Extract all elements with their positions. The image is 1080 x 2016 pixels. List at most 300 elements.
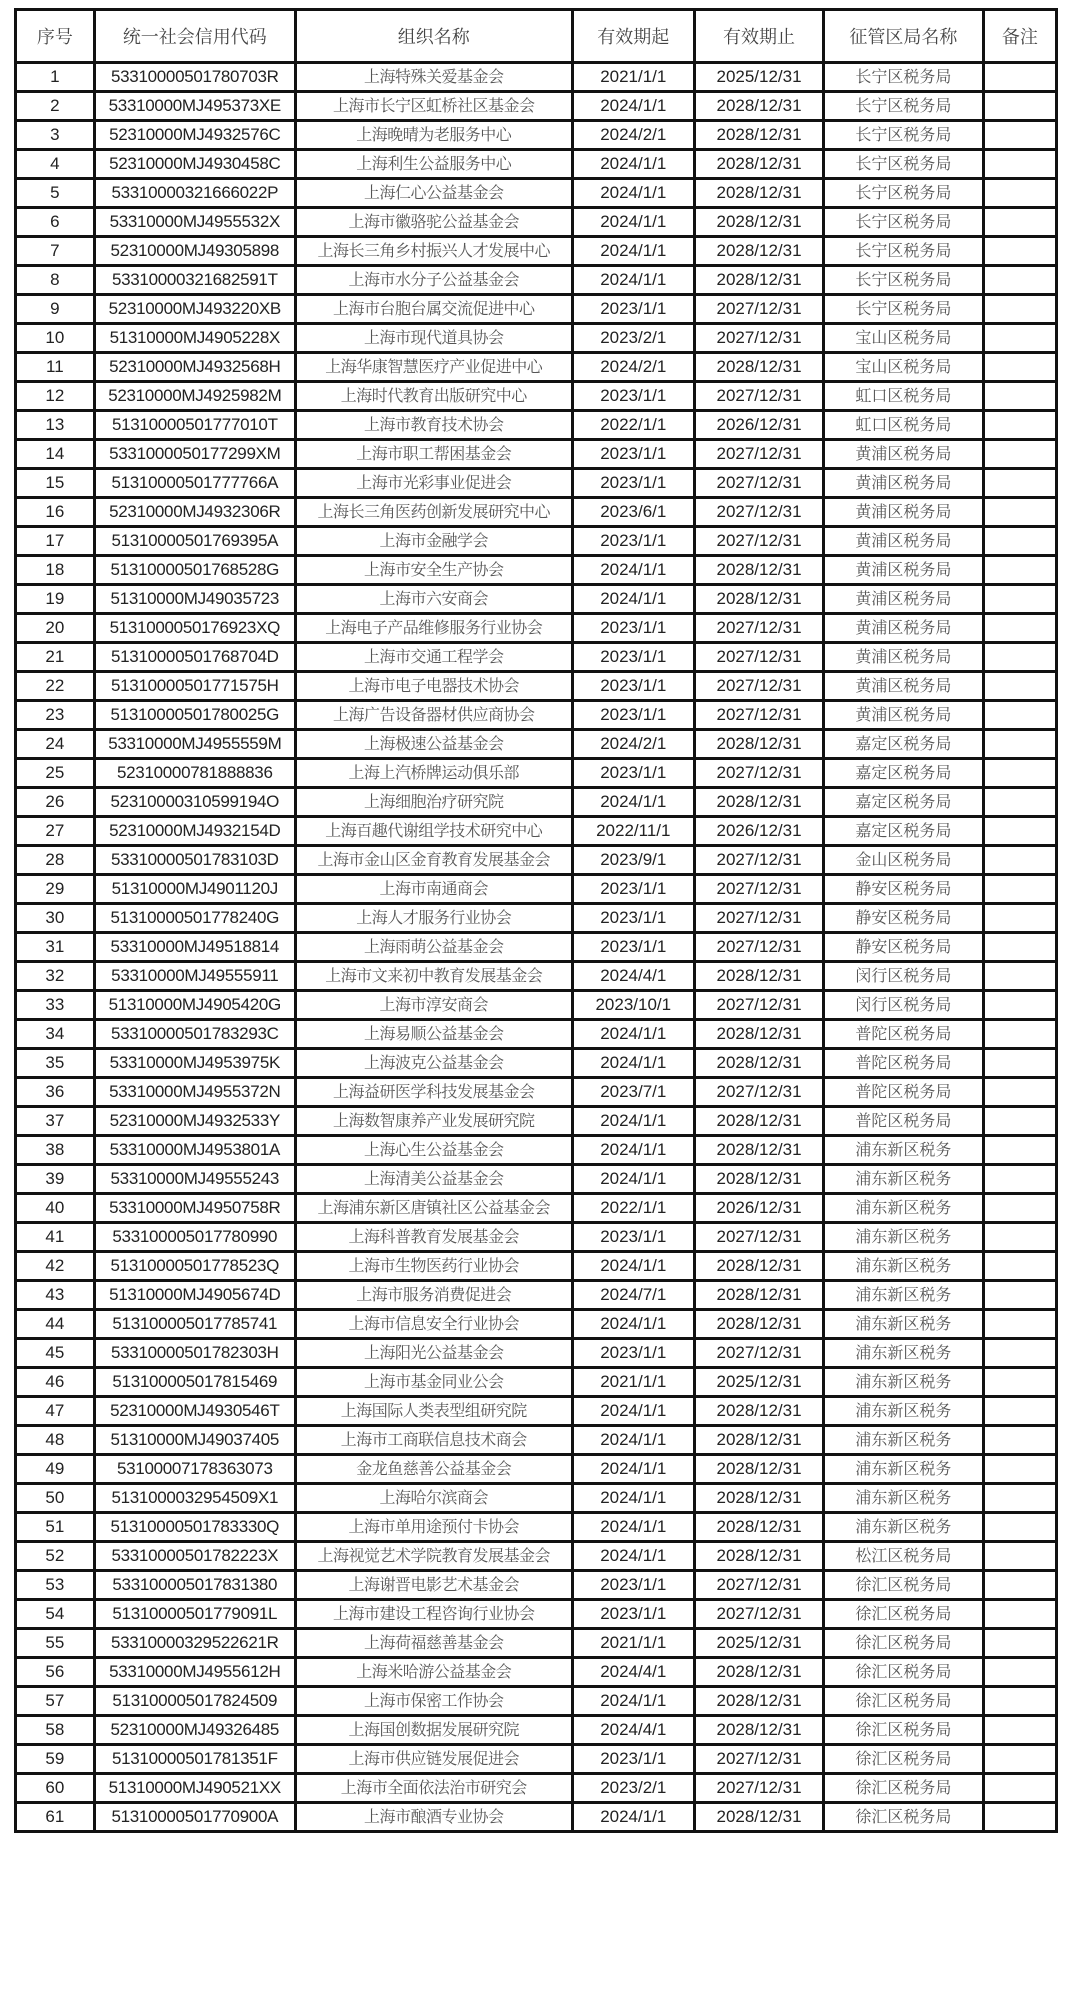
row-org-name: 上海市保密工作协会 [295,1687,572,1716]
row-seq: 60 [16,1774,95,1803]
row-seq: 11 [16,353,95,382]
header-seq: 序号 [16,10,95,63]
row-valid-from: 2024/4/1 [572,1716,694,1745]
row-valid-to: 2028/12/31 [695,266,824,295]
row-valid-from: 2021/1/1 [572,63,694,92]
row-org-name: 上海细胞治疗研究院 [295,788,572,817]
row-credit-code: 51310000501771575H [94,672,295,701]
row-org-name: 上海市酿酒专业协会 [295,1803,572,1832]
table-row [16,788,1057,817]
row-remarks [983,933,1056,962]
row-valid-from: 2024/1/1 [572,1687,694,1716]
row-tax-office: 长宁区税务局 [824,150,984,179]
row-remarks [983,1107,1056,1136]
row-org-name: 上海市建设工程咨询行业协会 [295,1600,572,1629]
row-remarks [983,1600,1056,1629]
row-credit-code: 53310000MJ4955612H [94,1658,295,1687]
table-row [16,1774,1057,1803]
row-seq: 27 [16,817,95,846]
row-remarks [983,1571,1056,1600]
row-org-name: 上海时代教育出版研究中心 [295,382,572,411]
row-tax-office: 黄浦区税务局 [824,585,984,614]
row-org-name: 上海市电子电器技术协会 [295,672,572,701]
table-row [16,1397,1057,1426]
row-org-name: 上海晚晴为老服务中心 [295,121,572,150]
row-credit-code: 52310000MJ49326485 [94,1716,295,1745]
row-credit-code: 53310000501782303H [94,1339,295,1368]
row-remarks [983,817,1056,846]
row-valid-to: 2028/12/31 [695,1484,824,1513]
row-remarks [983,324,1056,353]
row-valid-from: 2024/1/1 [572,1107,694,1136]
row-seq: 57 [16,1687,95,1716]
row-valid-from: 2023/1/1 [572,933,694,962]
row-valid-from: 2024/1/1 [572,1513,694,1542]
row-valid-to: 2027/12/31 [695,1223,824,1252]
row-valid-to: 2026/12/31 [695,411,824,440]
row-remarks [983,788,1056,817]
row-valid-to: 2028/12/31 [695,208,824,237]
row-valid-from: 2023/1/1 [572,875,694,904]
row-seq: 39 [16,1165,95,1194]
table-row [16,614,1057,643]
row-remarks [983,1020,1056,1049]
row-tax-office: 长宁区税务局 [824,237,984,266]
row-credit-code: 51310000501768528G [94,556,295,585]
table-row [16,962,1057,991]
row-remarks [983,1310,1056,1339]
table-row [16,382,1057,411]
row-valid-to: 2027/12/31 [695,1745,824,1774]
row-credit-code: 51310000501778240G [94,904,295,933]
row-tax-office: 普陀区税务局 [824,1020,984,1049]
row-remarks [983,208,1056,237]
row-tax-office: 松江区税务局 [824,1542,984,1571]
row-remarks [983,585,1056,614]
row-tax-office: 嘉定区税务局 [824,788,984,817]
row-tax-office: 闵行区税务局 [824,962,984,991]
row-valid-to: 2028/12/31 [695,92,824,121]
row-seq: 38 [16,1136,95,1165]
row-valid-from: 2023/1/1 [572,440,694,469]
row-tax-office: 浦东新区税务 [824,1513,984,1542]
table-row [16,1716,1057,1745]
row-tax-office: 黄浦区税务局 [824,527,984,556]
row-valid-from: 2024/1/1 [572,585,694,614]
table-row [16,1629,1057,1658]
row-org-name: 上海哈尔滨商会 [295,1484,572,1513]
row-valid-from: 2023/1/1 [572,1339,694,1368]
row-remarks [983,237,1056,266]
row-credit-code: 52310000MJ4930458C [94,150,295,179]
row-seq: 10 [16,324,95,353]
table-row [16,1426,1057,1455]
row-valid-to: 2028/12/31 [695,1426,824,1455]
row-valid-from: 2023/1/1 [572,469,694,498]
row-remarks [983,1455,1056,1484]
row-credit-code: 53310000MJ4953975K [94,1049,295,1078]
row-remarks [983,179,1056,208]
header-row [16,10,1057,63]
row-seq: 14 [16,440,95,469]
row-seq: 19 [16,585,95,614]
row-tax-office: 黄浦区税务局 [824,498,984,527]
row-seq: 20 [16,614,95,643]
row-valid-to: 2027/12/31 [695,469,824,498]
row-valid-from: 2024/1/1 [572,788,694,817]
row-valid-from: 2023/1/1 [572,527,694,556]
row-valid-from: 2023/9/1 [572,846,694,875]
row-credit-code: 51310000MJ490521XX [94,1774,295,1803]
row-credit-code: 52310000MJ4932154D [94,817,295,846]
row-valid-from: 2024/1/1 [572,1310,694,1339]
row-remarks [983,1629,1056,1658]
row-valid-from: 2024/7/1 [572,1281,694,1310]
row-remarks [983,1397,1056,1426]
table-row [16,469,1057,498]
row-valid-from: 2023/1/1 [572,1571,694,1600]
row-tax-office: 浦东新区税务 [824,1310,984,1339]
row-org-name: 上海市基金同业公会 [295,1368,572,1397]
table-row [16,295,1057,324]
row-valid-from: 2023/1/1 [572,643,694,672]
row-seq: 23 [16,701,95,730]
header-org-name: 组织名称 [295,10,572,63]
row-remarks [983,672,1056,701]
row-valid-from: 2024/1/1 [572,179,694,208]
row-remarks [983,266,1056,295]
row-credit-code: 53310000501783293C [94,1020,295,1049]
row-credit-code: 51310000501770900A [94,1803,295,1832]
row-remarks [983,1194,1056,1223]
row-seq: 3 [16,121,95,150]
row-org-name: 上海市供应链发展促进会 [295,1745,572,1774]
row-org-name: 上海华康智慧医疗产业促进中心 [295,353,572,382]
row-remarks [983,92,1056,121]
row-credit-code: 53310000MJ495373XE [94,92,295,121]
row-remarks [983,614,1056,643]
row-remarks [983,556,1056,585]
row-remarks [983,1281,1056,1310]
row-credit-code: 51310000501768704D [94,643,295,672]
row-remarks [983,121,1056,150]
table-row [16,1658,1057,1687]
table-row [16,1745,1057,1774]
table-row [16,208,1057,237]
row-remarks [983,1426,1056,1455]
row-remarks [983,1049,1056,1078]
row-seq: 50 [16,1484,95,1513]
row-remarks [983,353,1056,382]
row-valid-to: 2028/12/31 [695,1455,824,1484]
row-seq: 7 [16,237,95,266]
row-seq: 59 [16,1745,95,1774]
row-org-name: 金龙鱼慈善公益基金会 [295,1455,572,1484]
row-seq: 13 [16,411,95,440]
row-remarks [983,643,1056,672]
row-tax-office: 嘉定区税务局 [824,730,984,759]
row-valid-to: 2028/12/31 [695,121,824,150]
header-valid-from: 有效期起 [572,10,694,63]
row-valid-to: 2027/12/31 [695,324,824,353]
row-org-name: 上海市服务消费促进会 [295,1281,572,1310]
row-valid-from: 2023/7/1 [572,1078,694,1107]
row-org-name: 上海市生物医药行业协会 [295,1252,572,1281]
row-seq: 1 [16,63,95,92]
row-tax-office: 徐汇区税务局 [824,1687,984,1716]
row-seq: 33 [16,991,95,1020]
row-valid-to: 2027/12/31 [695,440,824,469]
table-row [16,498,1057,527]
row-valid-to: 2028/12/31 [695,353,824,382]
table-row [16,1368,1057,1397]
table-row [16,92,1057,121]
row-remarks [983,1136,1056,1165]
row-seq: 16 [16,498,95,527]
row-org-name: 上海阳光公益基金会 [295,1339,572,1368]
table-row [16,527,1057,556]
row-valid-from: 2024/1/1 [572,1252,694,1281]
table-row [16,121,1057,150]
row-valid-from: 2024/1/1 [572,150,694,179]
row-valid-from: 2023/6/1 [572,498,694,527]
row-valid-to: 2028/12/31 [695,1513,824,1542]
row-credit-code: 51310000MJ4901120J [94,875,295,904]
row-valid-to: 2028/12/31 [695,962,824,991]
row-credit-code: 52310000MJ49305898 [94,237,295,266]
row-valid-to: 2028/12/31 [695,730,824,759]
row-remarks [983,1252,1056,1281]
row-tax-office: 浦东新区税务 [824,1136,984,1165]
row-valid-from: 2024/4/1 [572,1658,694,1687]
row-org-name: 上海科普教育发展基金会 [295,1223,572,1252]
row-tax-office: 长宁区税务局 [824,179,984,208]
row-org-name: 上海市水分子公益基金会 [295,266,572,295]
table-row [16,991,1057,1020]
row-tax-office: 徐汇区税务局 [824,1571,984,1600]
table-row [16,643,1057,672]
row-credit-code: 53100007178363073 [94,1455,295,1484]
row-tax-office: 普陀区税务局 [824,1049,984,1078]
row-valid-to: 2027/12/31 [695,614,824,643]
row-valid-to: 2027/12/31 [695,1600,824,1629]
row-credit-code: 53310000MJ4955559M [94,730,295,759]
row-org-name: 上海心生公益基金会 [295,1136,572,1165]
row-seq: 44 [16,1310,95,1339]
row-valid-to: 2028/12/31 [695,1658,824,1687]
row-credit-code: 53310000321666022P [94,179,295,208]
row-remarks [983,904,1056,933]
table-row [16,904,1057,933]
row-seq: 18 [16,556,95,585]
table-row [16,1310,1057,1339]
row-tax-office: 普陀区税务局 [824,1078,984,1107]
row-org-name: 上海波克公益基金会 [295,1049,572,1078]
row-remarks [983,527,1056,556]
row-remarks [983,469,1056,498]
row-credit-code: 53310000329522621R [94,1629,295,1658]
row-tax-office: 黄浦区税务局 [824,614,984,643]
row-org-name: 上海米哈游公益基金会 [295,1658,572,1687]
row-credit-code: 51310000501777010T [94,411,295,440]
row-tax-office: 静安区税务局 [824,933,984,962]
row-org-name: 上海市工商联信息技术商会 [295,1426,572,1455]
row-remarks [983,730,1056,759]
row-tax-office: 虹口区税务局 [824,411,984,440]
row-seq: 9 [16,295,95,324]
table-row [16,1571,1057,1600]
row-valid-to: 2027/12/31 [695,1571,824,1600]
row-seq: 4 [16,150,95,179]
row-valid-from: 2024/1/1 [572,92,694,121]
row-valid-to: 2026/12/31 [695,817,824,846]
row-org-name: 上海百趣代谢组学技术研究中心 [295,817,572,846]
row-credit-code: 533100005017831380 [94,1571,295,1600]
row-seq: 5 [16,179,95,208]
row-valid-to: 2027/12/31 [695,643,824,672]
table-row [16,324,1057,353]
table-row [16,1600,1057,1629]
row-remarks [983,1803,1056,1832]
row-valid-to: 2028/12/31 [695,585,824,614]
row-valid-to: 2028/12/31 [695,150,824,179]
row-seq: 61 [16,1803,95,1832]
row-valid-to: 2027/12/31 [695,527,824,556]
row-org-name: 上海市徽骆驼公益基金会 [295,208,572,237]
row-valid-from: 2023/10/1 [572,991,694,1020]
row-org-name: 上海市现代道具协会 [295,324,572,353]
row-tax-office: 徐汇区税务局 [824,1745,984,1774]
row-remarks [983,150,1056,179]
row-org-name: 上海市交通工程学会 [295,643,572,672]
row-valid-to: 2027/12/31 [695,1339,824,1368]
row-seq: 32 [16,962,95,991]
row-valid-to: 2028/12/31 [695,1049,824,1078]
row-credit-code: 52310000MJ4932568H [94,353,295,382]
row-org-name: 上海易顺公益基金会 [295,1020,572,1049]
row-credit-code: 51310000501783330Q [94,1513,295,1542]
row-valid-to: 2027/12/31 [695,904,824,933]
row-org-name: 上海市淳安商会 [295,991,572,1020]
row-tax-office: 浦东新区税务 [824,1223,984,1252]
row-credit-code: 533100005017780990 [94,1223,295,1252]
row-valid-to: 2027/12/31 [695,1774,824,1803]
row-credit-code: 51310000501780025G [94,701,295,730]
row-credit-code: 52310000MJ4930546T [94,1397,295,1426]
row-valid-from: 2021/1/1 [572,1629,694,1658]
row-tax-office: 黄浦区税务局 [824,440,984,469]
row-remarks [983,991,1056,1020]
row-valid-to: 2027/12/31 [695,846,824,875]
row-tax-office: 浦东新区税务 [824,1368,984,1397]
row-seq: 42 [16,1252,95,1281]
row-valid-to: 2028/12/31 [695,1716,824,1745]
row-seq: 40 [16,1194,95,1223]
row-seq: 26 [16,788,95,817]
row-valid-from: 2023/1/1 [572,672,694,701]
row-credit-code: 51310000501778523Q [94,1252,295,1281]
table-row [16,759,1057,788]
row-remarks [983,1716,1056,1745]
table-row [16,1281,1057,1310]
row-seq: 6 [16,208,95,237]
row-tax-office: 长宁区税务局 [824,295,984,324]
table-row [16,701,1057,730]
row-tax-office: 浦东新区税务 [824,1194,984,1223]
row-seq: 45 [16,1339,95,1368]
row-credit-code: 53310000MJ4955532X [94,208,295,237]
table-row [16,817,1057,846]
row-seq: 36 [16,1078,95,1107]
row-remarks [983,701,1056,730]
row-tax-office: 浦东新区税务 [824,1339,984,1368]
table-row [16,730,1057,759]
row-org-name: 上海数智康养产业发展研究院 [295,1107,572,1136]
row-valid-to: 2028/12/31 [695,1252,824,1281]
table-row [16,1687,1057,1716]
row-tax-office: 宝山区税务局 [824,324,984,353]
row-remarks [983,1774,1056,1803]
table-row [16,266,1057,295]
row-valid-from: 2023/2/1 [572,324,694,353]
row-org-name: 上海人才服务行业协会 [295,904,572,933]
row-valid-from: 2024/2/1 [572,121,694,150]
row-remarks [983,759,1056,788]
row-valid-to: 2027/12/31 [695,382,824,411]
row-seq: 55 [16,1629,95,1658]
row-seq: 25 [16,759,95,788]
row-seq: 56 [16,1658,95,1687]
header-tax-office: 征管区局名称 [824,10,984,63]
table-row [16,411,1057,440]
row-valid-to: 2028/12/31 [695,1803,824,1832]
row-seq: 52 [16,1542,95,1571]
table-row [16,1194,1057,1223]
row-credit-code: 51310000MJ49035723 [94,585,295,614]
row-credit-code: 513100005017824509 [94,1687,295,1716]
row-valid-from: 2024/1/1 [572,237,694,266]
row-valid-from: 2023/1/1 [572,614,694,643]
row-org-name: 上海市长宁区虹桥社区基金会 [295,92,572,121]
row-valid-to: 2027/12/31 [695,701,824,730]
row-credit-code: 52310000MJ4932533Y [94,1107,295,1136]
row-org-name: 上海上汽桥牌运动俱乐部 [295,759,572,788]
organization-table [14,8,1058,1833]
row-valid-from: 2022/11/1 [572,817,694,846]
row-valid-to: 2028/12/31 [695,1687,824,1716]
row-credit-code: 52310000MJ493220XB [94,295,295,324]
row-seq: 41 [16,1223,95,1252]
row-remarks [983,1339,1056,1368]
row-credit-code: 51310000MJ4905420G [94,991,295,1020]
row-valid-to: 2028/12/31 [695,1107,824,1136]
table-row [16,1542,1057,1571]
row-seq: 17 [16,527,95,556]
row-seq: 30 [16,904,95,933]
table-row [16,1078,1057,1107]
row-valid-to: 2028/12/31 [695,1020,824,1049]
row-tax-office: 浦东新区税务 [824,1252,984,1281]
row-org-name: 上海荷福慈善基金会 [295,1629,572,1658]
table-row [16,1252,1057,1281]
row-seq: 47 [16,1397,95,1426]
row-org-name: 上海国际人类表型组研究院 [295,1397,572,1426]
row-valid-from: 2023/2/1 [572,1774,694,1803]
row-tax-office: 长宁区税务局 [824,266,984,295]
row-credit-code: 52310000MJ4932306R [94,498,295,527]
row-credit-code: 51310000501781351F [94,1745,295,1774]
row-remarks [983,1513,1056,1542]
